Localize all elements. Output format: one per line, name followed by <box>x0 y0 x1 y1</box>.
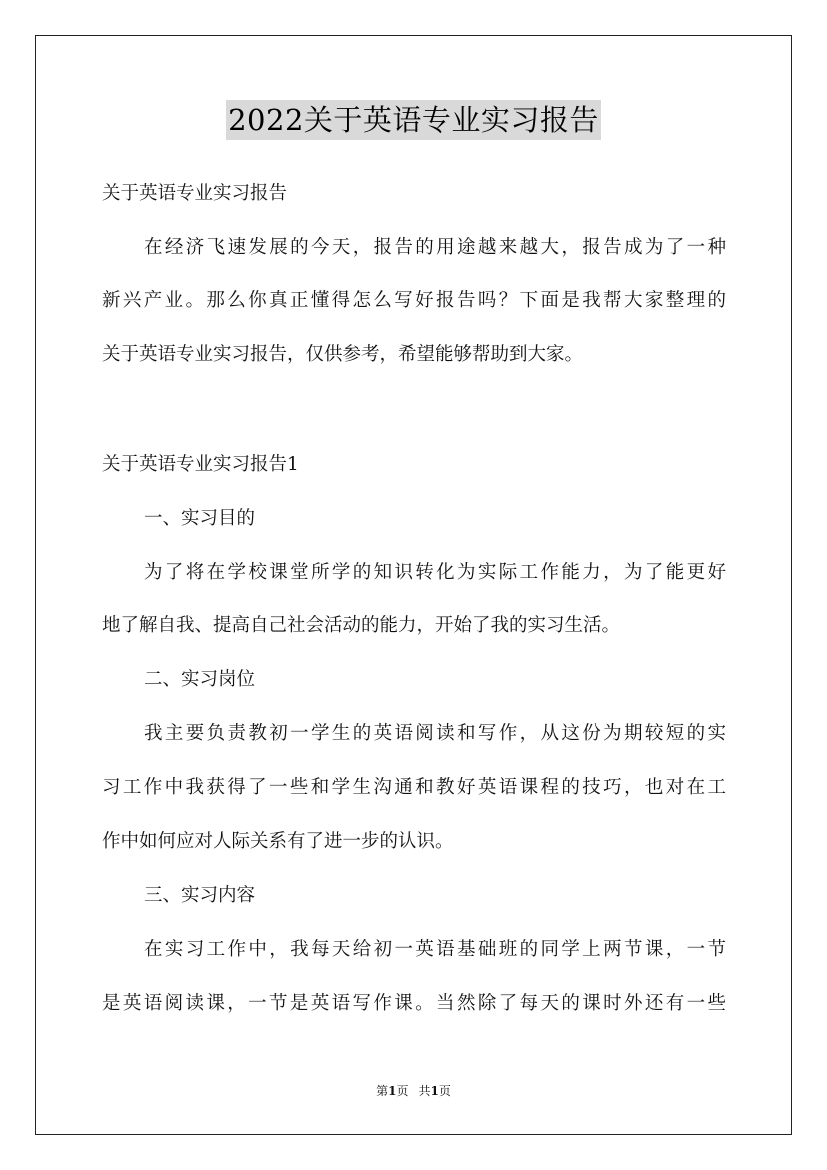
footer-page-suffix: 页 <box>396 1084 409 1098</box>
page-footer <box>0 1083 827 1099</box>
section1-line-2: 地了解自我、提高自己社会活动的能力，开始了我的实习生活。 <box>102 615 621 636</box>
section2-line-3: 作中如何应对人际关系有了进一步的认识。 <box>102 831 454 852</box>
section3-line-2: 是英语阅读课，一节是英语写作课。当然除了每天的课时外还有一些 <box>102 993 726 1014</box>
section1-line-1: 为了将在学校课堂所学的知识转化为实际工作能力，为了能更好 <box>144 562 726 583</box>
intro-line-2: 新兴产业。那么你真正懂得怎么写好报告吗？下面是我帮大家整理的 <box>102 290 726 311</box>
section2-heading: 二、实习岗位 <box>144 669 256 690</box>
section3-heading: 三、实习内容 <box>144 885 256 906</box>
document-subtitle: 关于英语专业实习报告 <box>102 183 288 204</box>
footer-page-current: 1 <box>388 1084 397 1098</box>
title-wrap <box>0 100 827 140</box>
intro-line-3: 关于英语专业实习报告，仅供参考，希望能够帮助到大家。 <box>102 344 584 365</box>
section3-line-1: 在实习工作中，我每天给初一英语基础班的同学上两节课，一节 <box>144 939 726 960</box>
section1-heading: 一、实习目的 <box>144 508 256 529</box>
footer-page-prefix: 第 <box>376 1084 389 1098</box>
footer-total-prefix: 共 <box>418 1084 431 1098</box>
document-title: 2022关于英语专业实习报告 <box>226 100 601 140</box>
section2-line-2: 习工作中我获得了一些和学生沟通和教好英语课程的技巧，也对在工 <box>102 777 726 798</box>
footer-total-suffix: 页 <box>438 1084 451 1098</box>
section2-line-1: 我主要负责教初一学生的英语阅读和写作，从这份为期较短的实 <box>144 723 726 744</box>
report-heading: 关于英语专业实习报告1 <box>102 454 299 475</box>
footer-page-total: 1 <box>430 1084 439 1098</box>
intro-line-1: 在经济飞速发展的今天，报告的用途越来越大，报告成为了一种 <box>144 237 726 258</box>
